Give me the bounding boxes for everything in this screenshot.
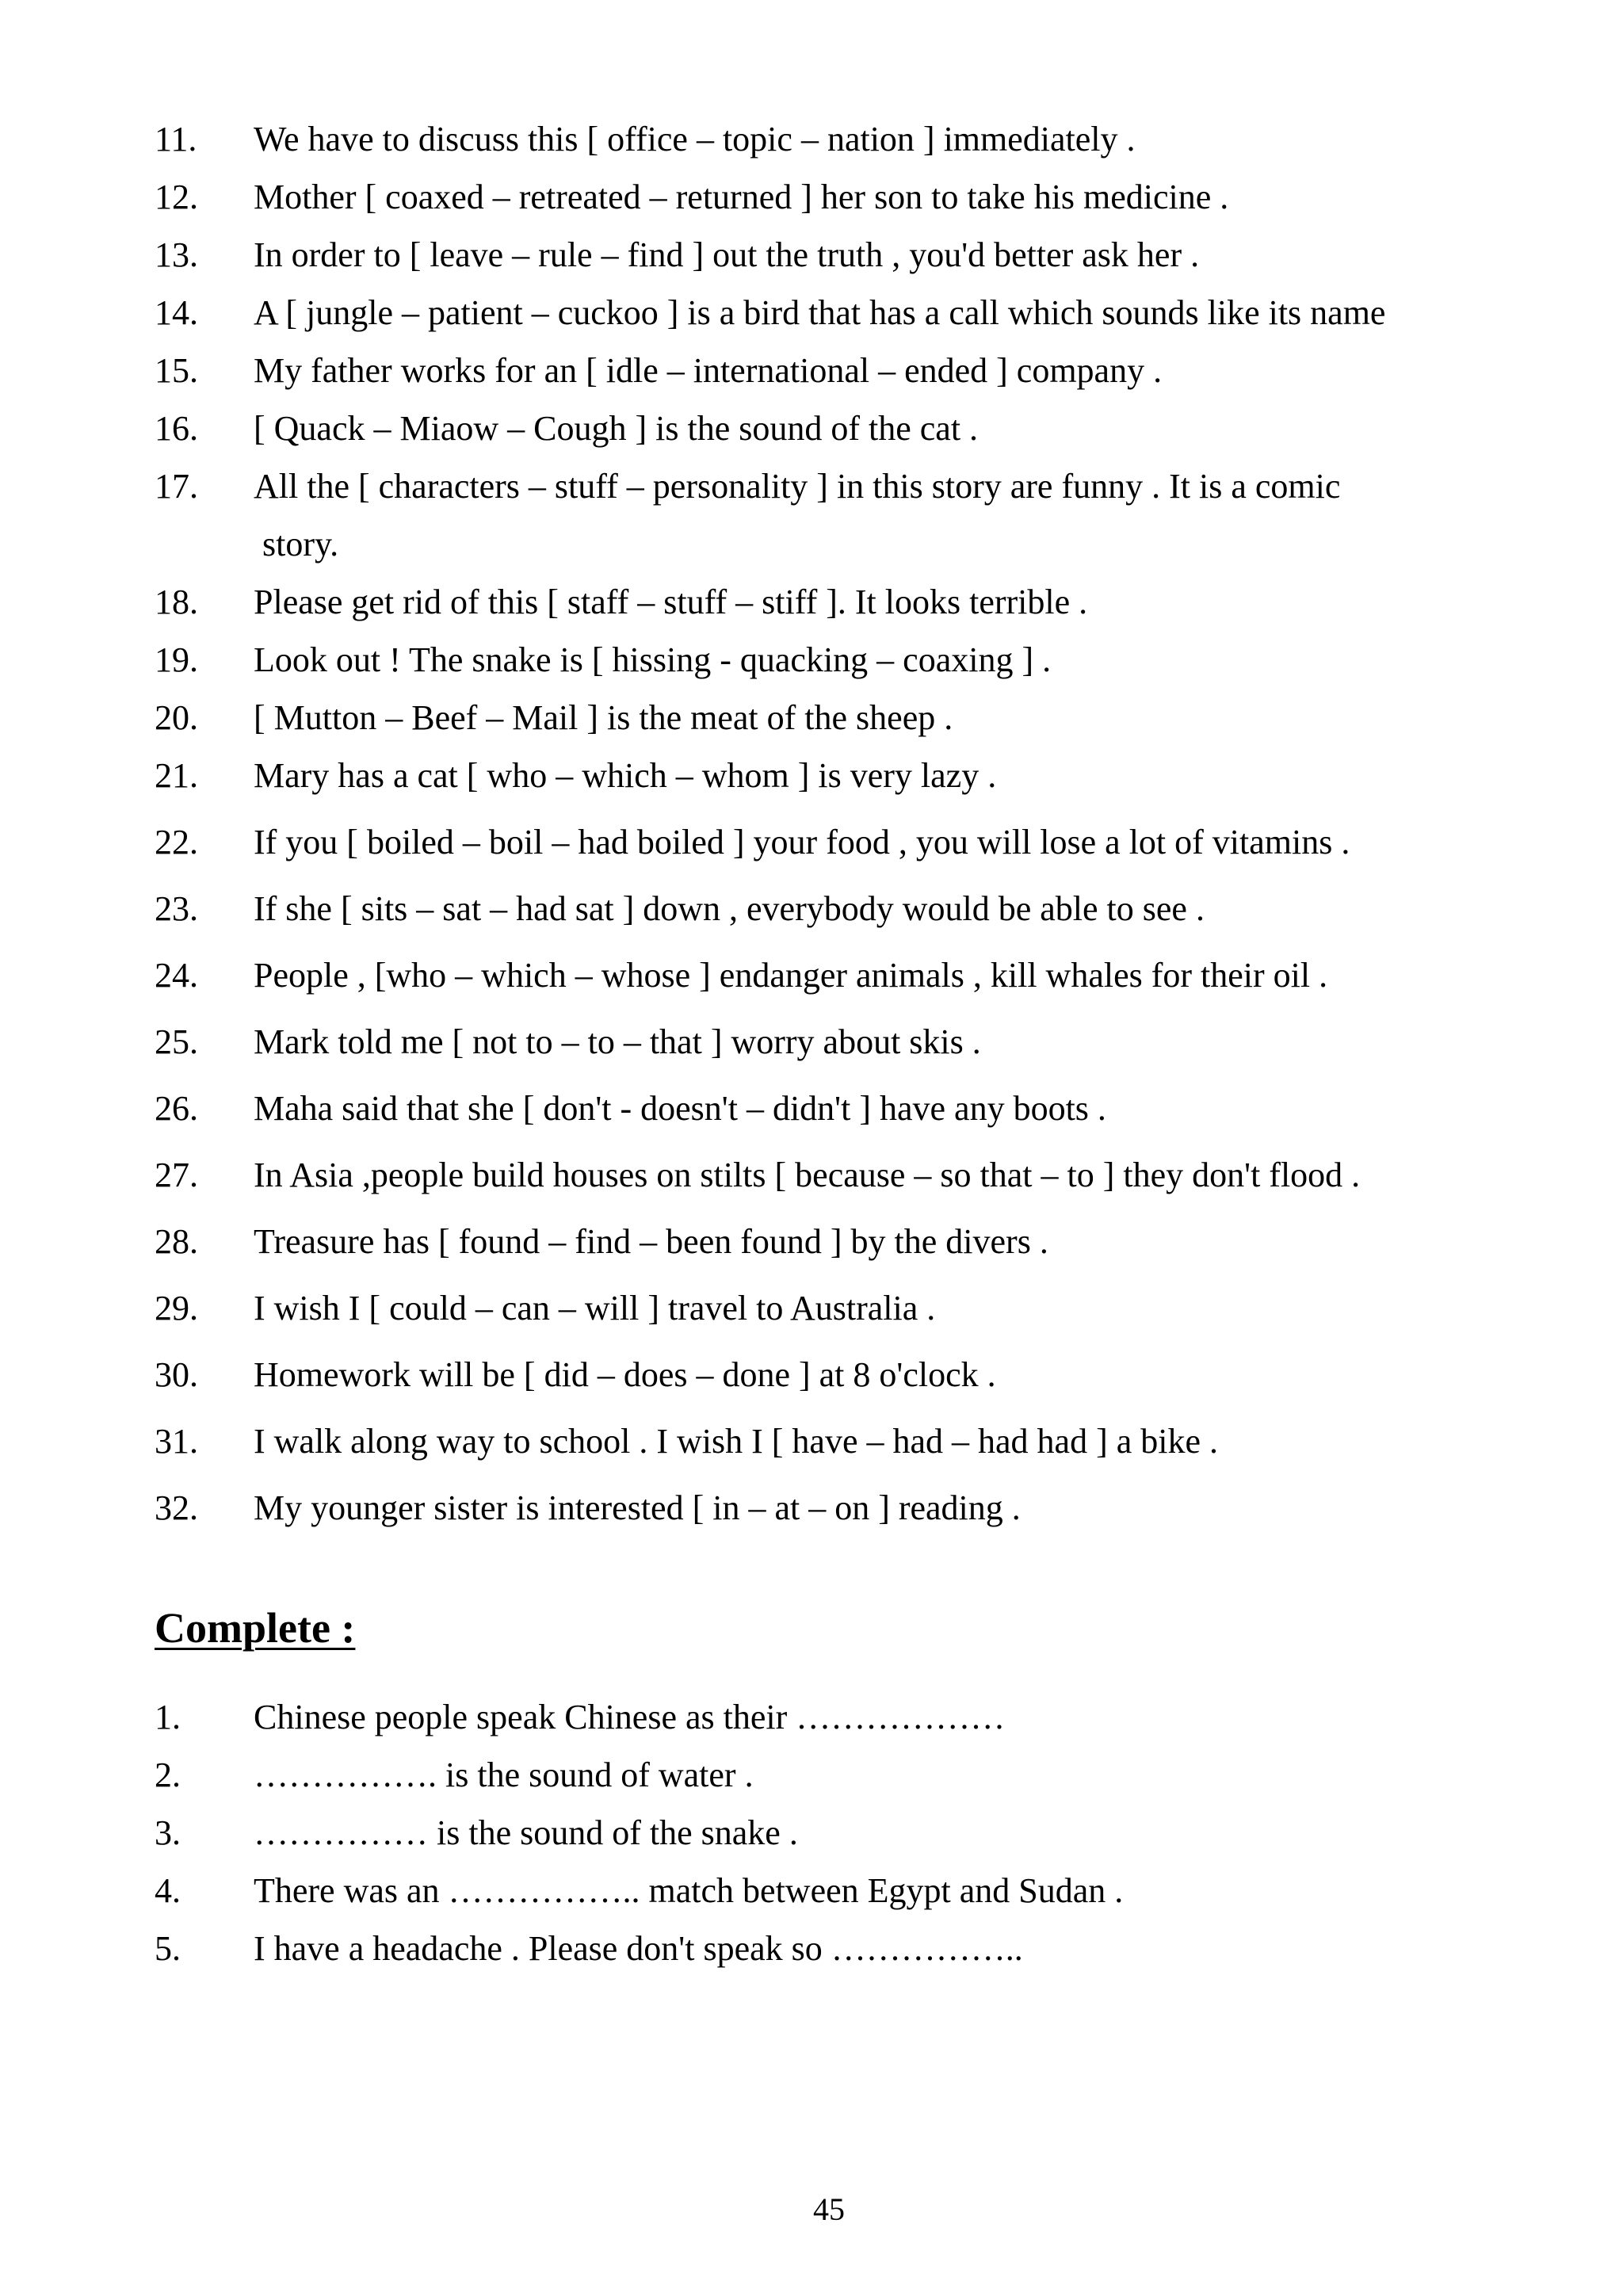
- question-number: 18.: [155, 583, 198, 621]
- complete-section-title: Complete :: [155, 1604, 356, 1652]
- question-number: 19.: [155, 640, 198, 679]
- question-13: [0, 233, 1623, 277]
- question-31: [0, 1419, 1623, 1464]
- complete-item-2: [0, 1753, 1623, 1797]
- question-number: 15.: [155, 351, 198, 390]
- question-number: 17.: [155, 467, 198, 506]
- complete-item-3: [0, 1811, 1623, 1855]
- question-number: 22.: [155, 823, 198, 861]
- complete-item-number: 4.: [155, 1871, 181, 1910]
- question-16: [0, 407, 1623, 451]
- question-text: Homework will be [ did – does – done ] at 8 o'clock .: [254, 1355, 996, 1394]
- question-17-continuation: story.: [262, 525, 339, 563]
- question-number: 21.: [155, 756, 198, 795]
- question-22: [0, 820, 1623, 865]
- question-number: 20.: [155, 698, 198, 737]
- question-18: [0, 580, 1623, 625]
- question-32: [0, 1486, 1623, 1530]
- page-number: 45: [813, 2191, 845, 2227]
- question-25: [0, 1020, 1623, 1064]
- complete-item-1: [0, 1695, 1623, 1740]
- complete-item-text: I have a headache . Please don't speak so ……………..: [254, 1929, 1023, 1968]
- complete-item-text: ……………. is the sound of water .: [254, 1755, 754, 1794]
- question-text: If you [ boiled – boil – had boiled ] your food , you will lose a lot of vitamins .: [254, 823, 1350, 861]
- complete-item-5: [0, 1927, 1623, 1971]
- complete-item-text: …………… is the sound of the snake .: [254, 1813, 798, 1852]
- complete-item-4: [0, 1869, 1623, 1913]
- question-21: [0, 754, 1623, 798]
- question-number: 26.: [155, 1089, 198, 1128]
- question-text: [ Quack – Miaow – Cough ] is the sound of the cat .: [254, 409, 979, 448]
- question-15: [0, 349, 1623, 393]
- question-23: [0, 887, 1623, 931]
- question-number: 30.: [155, 1355, 198, 1394]
- question-number: 14.: [155, 293, 198, 332]
- question-text: My father works for an [ idle – international – ended ] company .: [254, 351, 1163, 390]
- question-text: If she [ sits – sat – had sat ] down , everybody would be able to see .: [254, 889, 1205, 928]
- question-text: Mother [ coaxed – retreated – returned ] her son to take his medicine .: [254, 178, 1229, 216]
- question-text: We have to discuss this [ office – topic – nation ] immediately .: [254, 120, 1136, 159]
- question-text: Treasure has [ found – find – been found ] by the divers .: [254, 1222, 1048, 1261]
- question-29: [0, 1286, 1623, 1331]
- question-number: 27.: [155, 1156, 198, 1194]
- question-number: 25.: [155, 1022, 198, 1061]
- question-text: I walk along way to school . I wish I [ have – had – had had ] a bike .: [254, 1422, 1219, 1461]
- question-14: [0, 291, 1623, 335]
- question-19: [0, 638, 1623, 682]
- question-number: 12.: [155, 178, 198, 216]
- question-26: [0, 1087, 1623, 1131]
- question-text: In Asia ,people build houses on stilts [ because – so that – to ] they don't flood .: [254, 1156, 1361, 1194]
- question-17: [0, 464, 1623, 509]
- question-number: 28.: [155, 1222, 198, 1261]
- question-text: Look out ! The snake is [ hissing - quacking – coaxing ] .: [254, 640, 1052, 679]
- question-number: 23.: [155, 889, 198, 928]
- question-number: 11.: [155, 120, 197, 159]
- question-28: [0, 1220, 1623, 1264]
- question-text: Please get rid of this [ staff – stuff – stiff ]. It looks terrible .: [254, 583, 1088, 621]
- complete-item-number: 3.: [155, 1813, 181, 1852]
- question-30: [0, 1353, 1623, 1397]
- question-text: In order to [ leave – rule – find ] out the truth , you'd better ask her .: [254, 235, 1200, 274]
- question-27: [0, 1153, 1623, 1198]
- question-11: [0, 117, 1623, 162]
- question-text: I wish I [ could – can – will ] travel to Australia .: [254, 1289, 936, 1328]
- question-12: [0, 175, 1623, 220]
- complete-item-number: 2.: [155, 1755, 181, 1794]
- question-20: [0, 696, 1623, 740]
- question-text: A [ jungle – patient – cuckoo ] is a bird that has a call which sounds like its name: [254, 293, 1386, 332]
- question-24: [0, 953, 1623, 998]
- question-text: [ Mutton – Beef – Mail ] is the meat of the sheep .: [254, 698, 953, 737]
- complete-item-text: Chinese people speak Chinese as their ………………: [254, 1698, 1006, 1736]
- question-text: Mary has a cat [ who – which – whom ] is very lazy .: [254, 756, 997, 795]
- question-text: Maha said that she [ don't - doesn't – didn't ] have any boots .: [254, 1089, 1106, 1128]
- question-number: 16.: [155, 409, 198, 448]
- question-text: Mark told me [ not to – to – that ] worry about skis .: [254, 1022, 981, 1061]
- question-text: My younger sister is interested [ in – at – on ] reading .: [254, 1488, 1021, 1527]
- complete-item-number: 5.: [155, 1929, 181, 1968]
- question-number: 31.: [155, 1422, 198, 1461]
- question-number: 32.: [155, 1488, 198, 1527]
- question-number: 13.: [155, 235, 198, 274]
- question-number: 24.: [155, 956, 198, 995]
- complete-item-number: 1.: [155, 1698, 181, 1736]
- question-text: All the [ characters – stuff – personality ] in this story are funny . It is a comic: [254, 467, 1341, 506]
- complete-item-text: There was an …………….. match between Egypt and Sudan .: [254, 1871, 1124, 1910]
- question-text: People , [who – which – whose ] endanger animals , kill whales for their oil .: [254, 956, 1328, 995]
- question-number: 29.: [155, 1289, 198, 1328]
